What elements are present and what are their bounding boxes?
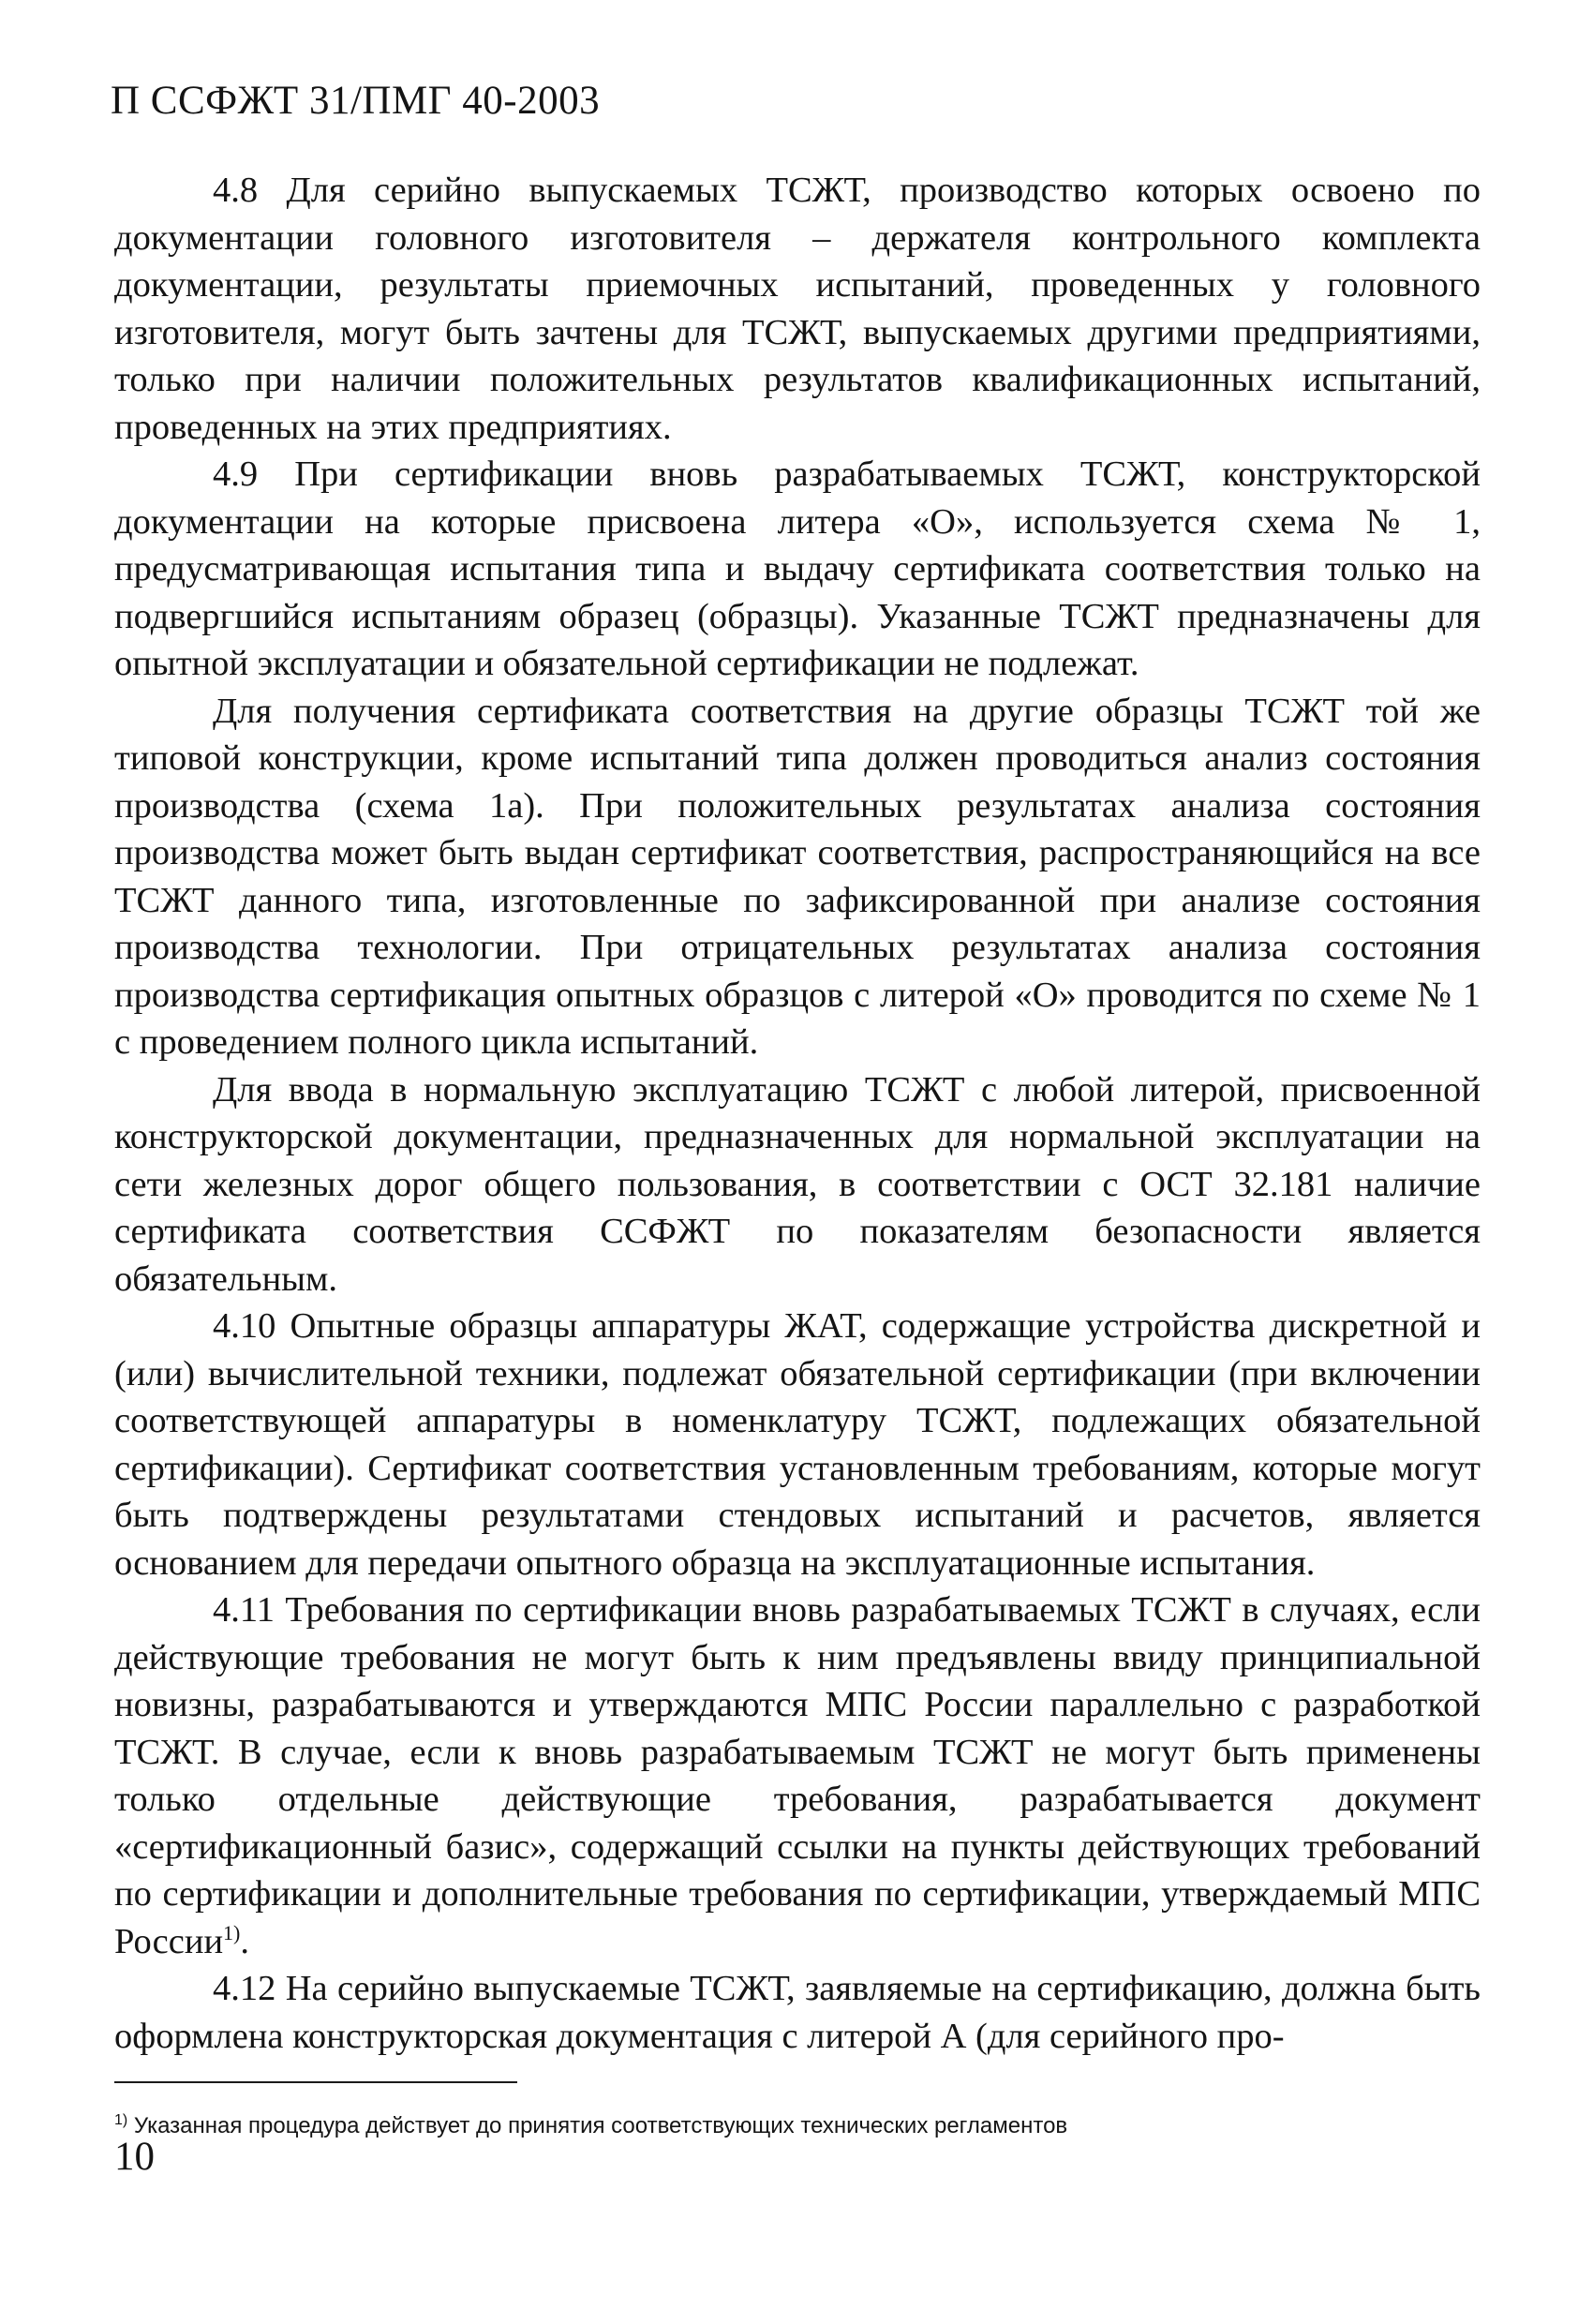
footnote-divider	[114, 2081, 517, 2083]
footnote-reference: 1)	[223, 1920, 241, 1944]
footnote-text: Указанная процедура действует до принятия соответствующих технических регламентов	[133, 2113, 1068, 2138]
document-code-header: П ССФЖТ 31/ПМГ 40-2003	[111, 79, 601, 123]
footnote	[114, 2112, 1481, 2140]
paragraph-4-8: 4.8 Для серийно выпускаемых ТСЖТ, производство которых освоено по документации головного изготовителя – держателя контрольного комплекта документации, результаты приемочных испытаний, проведенных у головного изготовителя, могут быть зачтены для ТСЖТ, выпускаемых другими предприятиями, только при наличии положительных результатов квалификационных испытаний, проведенных на этих предприятиях.	[114, 171, 1481, 447]
paragraph-4-11	[114, 1587, 1481, 1965]
paragraph-4-11-text: 4.11 Требования по сертификации вновь разрабатываемых ТСЖТ в случаях, если действующие требования не могут быть к ним предъявлены ввиду принципиальной новизны, разрабатываются и утверждаются МПС России параллельно с разработкой ТСЖТ. В случае, если к вновь разрабатываемым ТСЖТ не могут быть применены только отдельные действующие требования, разрабатывается документ «сертификационный базис», содержащий ссылки на пункты действующих требований по сертификации и дополнительные требования по сертификации, утверждаемый МПС России	[114, 1590, 1481, 1961]
paragraph-4-9-normal-operation: Для ввода в нормальную эксплуатацию ТСЖТ с любой литерой, присвоенной конструкторской документации, предназначенных для нормальной эксплуатации на сети железных дорог общего пользования, в соответствии с ОСТ 32.181 наличие сертификата соответствия ССФЖТ по показателям безопасности является обязательным.	[114, 1069, 1481, 1299]
paragraph-4-12: 4.12 На серийно выпускаемые ТСЖТ, заявляемые на сертификацию, должна быть оформлена конструкторская документация с литерой А (для серийного про-	[114, 1969, 1481, 2056]
paragraph-4-9: 4.9 При сертификации вновь разрабатываемых ТСЖТ, конструкторской документации на которые присвоена литера «О», используется схема № 1, предусматривающая испытания типа и выдачу сертификата соответствия только на подвергшийся испытаниям образец (образцы). Указанные ТСЖТ предназначены для опытной эксплуатации и обязательной сертификации не подлежат.	[114, 454, 1481, 683]
page-number: 10	[114, 2135, 155, 2179]
footnote-marker: 1)	[114, 2112, 128, 2128]
paragraph-4-10: 4.10 Опытные образцы аппаратуры ЖАТ, содержащие устройства дискретной и (или) вычислительной техники, подлежат обязательной сертификации (при включении соответствующей аппаратуры в номенклатуру ТСЖТ, подлежащих обязательной сертификации). Сертификат соответствия установленным требованиям, которые могут быть подтверждены результатами стендовых испытаний и расчетов, является основанием для передачи опытного образца на эксплуатационные испытания.	[114, 1306, 1481, 1583]
paragraph-4-9-certificate: Для получения сертификата соответствия на другие образцы ТСЖТ той же типовой конструкции, кроме испытаний типа должен проводиться анализ состояния производства (схема 1а). При положительных результатах анализа состояния производства может быть выдан сертификат соответствия, распространяющийся на все ТСЖТ данного типа, изготовленные по зафиксированной при анализе состояния производства технологии. При отрицательных результатах анализа состояния производства сертификация опытных образцов с литерой «О» проводится по схеме № 1 с проведением полного цикла испытаний.	[114, 691, 1481, 1062]
paragraph-4-11-tail: .	[240, 1921, 249, 1961]
document-body	[114, 167, 1481, 2060]
